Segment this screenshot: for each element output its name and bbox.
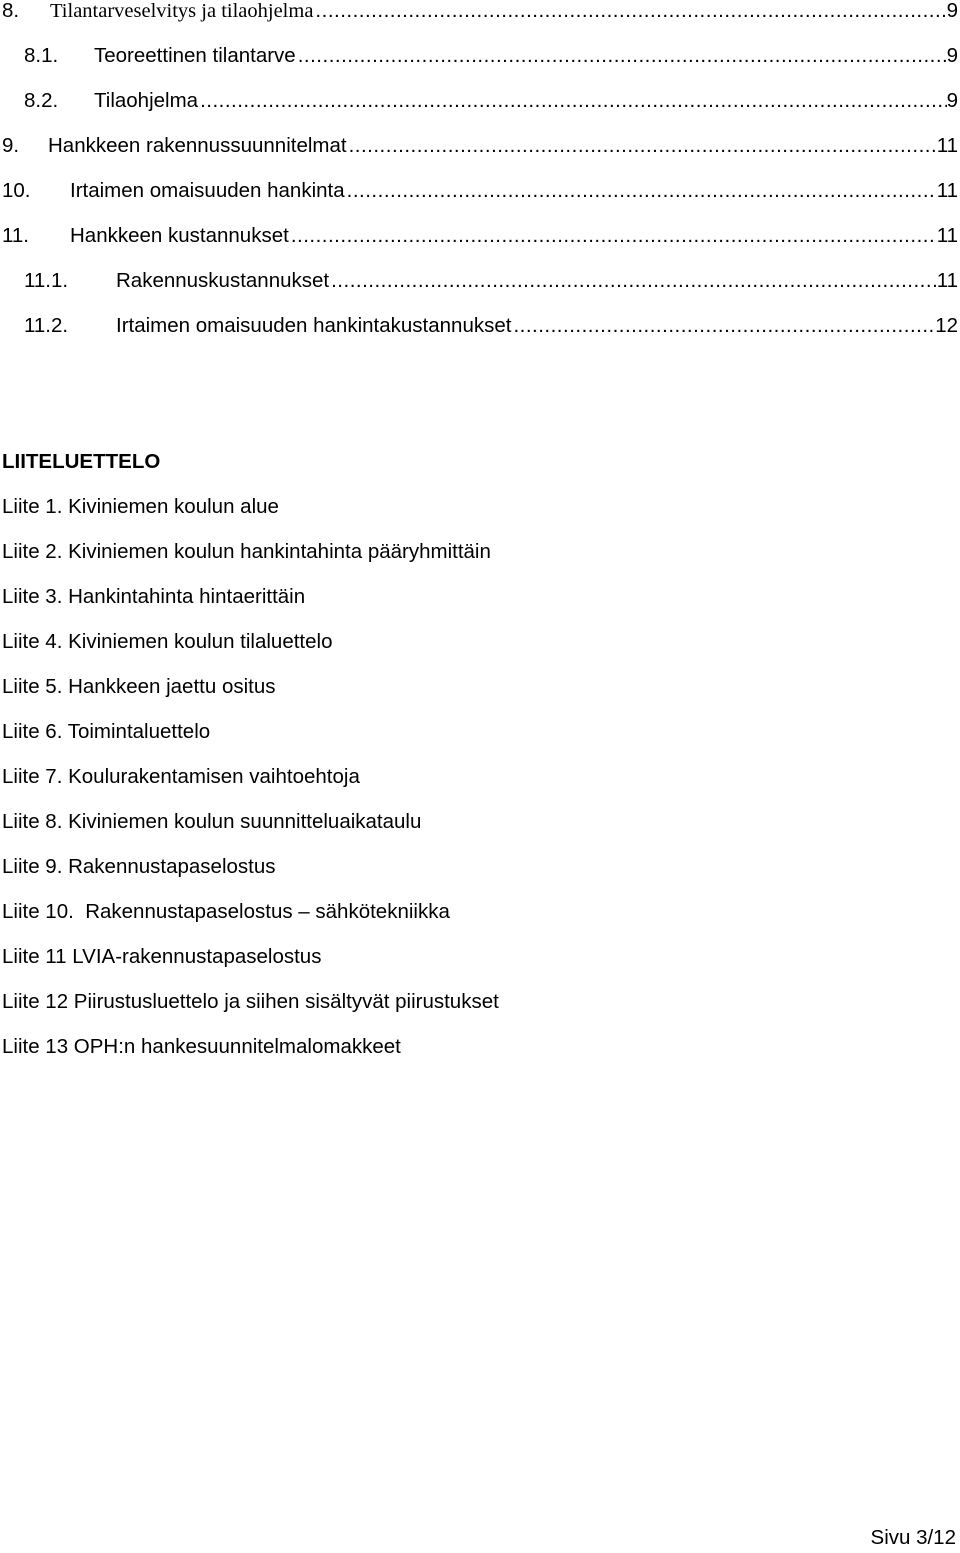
toc-page-number: 11 bbox=[936, 224, 958, 247]
toc-entry bbox=[2, 86, 958, 116]
toc-number: 11.1. bbox=[24, 269, 69, 292]
toc-entry bbox=[2, 131, 958, 161]
toc-leader-dots bbox=[198, 86, 947, 116]
page-number: Sivu 3/12 bbox=[870, 1526, 956, 1549]
appendix-item: Liite 2. Kiviniemen koulun hankintahinta pääryhmittäin bbox=[2, 540, 491, 563]
appendix-heading: LIITELUETTELO bbox=[2, 450, 161, 473]
toc-page-number: 11 bbox=[936, 179, 958, 202]
appendix-item: Liite 10. Rakennustapaselostus – sähkötekniikka bbox=[2, 900, 450, 923]
appendix-item: Liite 5. Hankkeen jaettu ositus bbox=[2, 675, 276, 698]
toc-page-number: 9 bbox=[946, 44, 958, 67]
toc-number: 10. bbox=[2, 179, 31, 202]
toc-number: 8.1. bbox=[24, 44, 59, 67]
appendix-item: Liite 7. Koulurakentamisen vaihtoehtoja bbox=[2, 765, 360, 788]
toc-page-number: 11 bbox=[936, 269, 958, 292]
toc-entry bbox=[2, 266, 958, 296]
appendix-item: Liite 1. Kiviniemen koulun alue bbox=[2, 495, 279, 518]
toc-entry bbox=[2, 176, 958, 206]
toc-page-number: 11 bbox=[936, 134, 958, 157]
appendix-item: Liite 9. Rakennustapaselostus bbox=[2, 855, 276, 878]
toc-number: 11. bbox=[2, 224, 29, 247]
toc-page-number: 12 bbox=[935, 314, 958, 337]
toc-entry bbox=[2, 0, 958, 26]
toc-number: 9. bbox=[2, 134, 20, 157]
toc-leader-dots bbox=[289, 221, 937, 251]
toc-title: Irtaimen omaisuuden hankinta bbox=[70, 179, 345, 202]
toc-number: 8.2. bbox=[24, 89, 59, 112]
toc-leader-dots bbox=[296, 41, 947, 71]
appendix-item: Liite 4. Kiviniemen koulun tilaluettelo bbox=[2, 630, 333, 653]
toc-title: Hankkeen rakennussuunnitelmat bbox=[48, 134, 347, 157]
toc-title: Teoreettinen tilantarve bbox=[94, 44, 296, 67]
appendix-item: Liite 11 LVIA-rakennustapaselostus bbox=[2, 945, 322, 968]
appendix-item: Liite 13 OPH:n hankesuunnitelmalomakkeet bbox=[2, 1035, 401, 1058]
toc-leader-dots bbox=[329, 266, 937, 296]
toc-page-number: 9 bbox=[946, 0, 958, 22]
appendix-item: Liite 8. Kiviniemen koulun suunnitteluaikataulu bbox=[2, 810, 422, 833]
toc-number: 8. bbox=[2, 0, 20, 22]
toc-page-number: 9 bbox=[946, 89, 958, 112]
toc-title: Irtaimen omaisuuden hankintakustannukset bbox=[116, 314, 512, 337]
toc-entry bbox=[2, 41, 958, 71]
toc-leader-dots bbox=[347, 131, 937, 161]
toc-leader-dots bbox=[345, 176, 937, 206]
toc-leader-dots bbox=[313, 0, 946, 26]
appendix-item: Liite 12 Piirustusluettelo ja siihen sisältyvät piirustukset bbox=[2, 990, 499, 1013]
appendix-item: Liite 6. Toimintaluettelo bbox=[2, 720, 211, 743]
toc-leader-dots bbox=[511, 311, 935, 341]
toc-number: 11.2. bbox=[24, 314, 69, 337]
toc-title: Tilaohjelma bbox=[94, 89, 199, 112]
toc-entry bbox=[2, 311, 958, 341]
toc-title: Tilantarveselvitys ja tilaohjelma bbox=[50, 0, 314, 22]
toc-entry bbox=[2, 221, 958, 251]
toc-title: Rakennuskustannukset bbox=[116, 269, 330, 292]
toc-title: Hankkeen kustannukset bbox=[70, 224, 289, 247]
appendix-item: Liite 3. Hankintahinta hintaerittäin bbox=[2, 585, 306, 608]
